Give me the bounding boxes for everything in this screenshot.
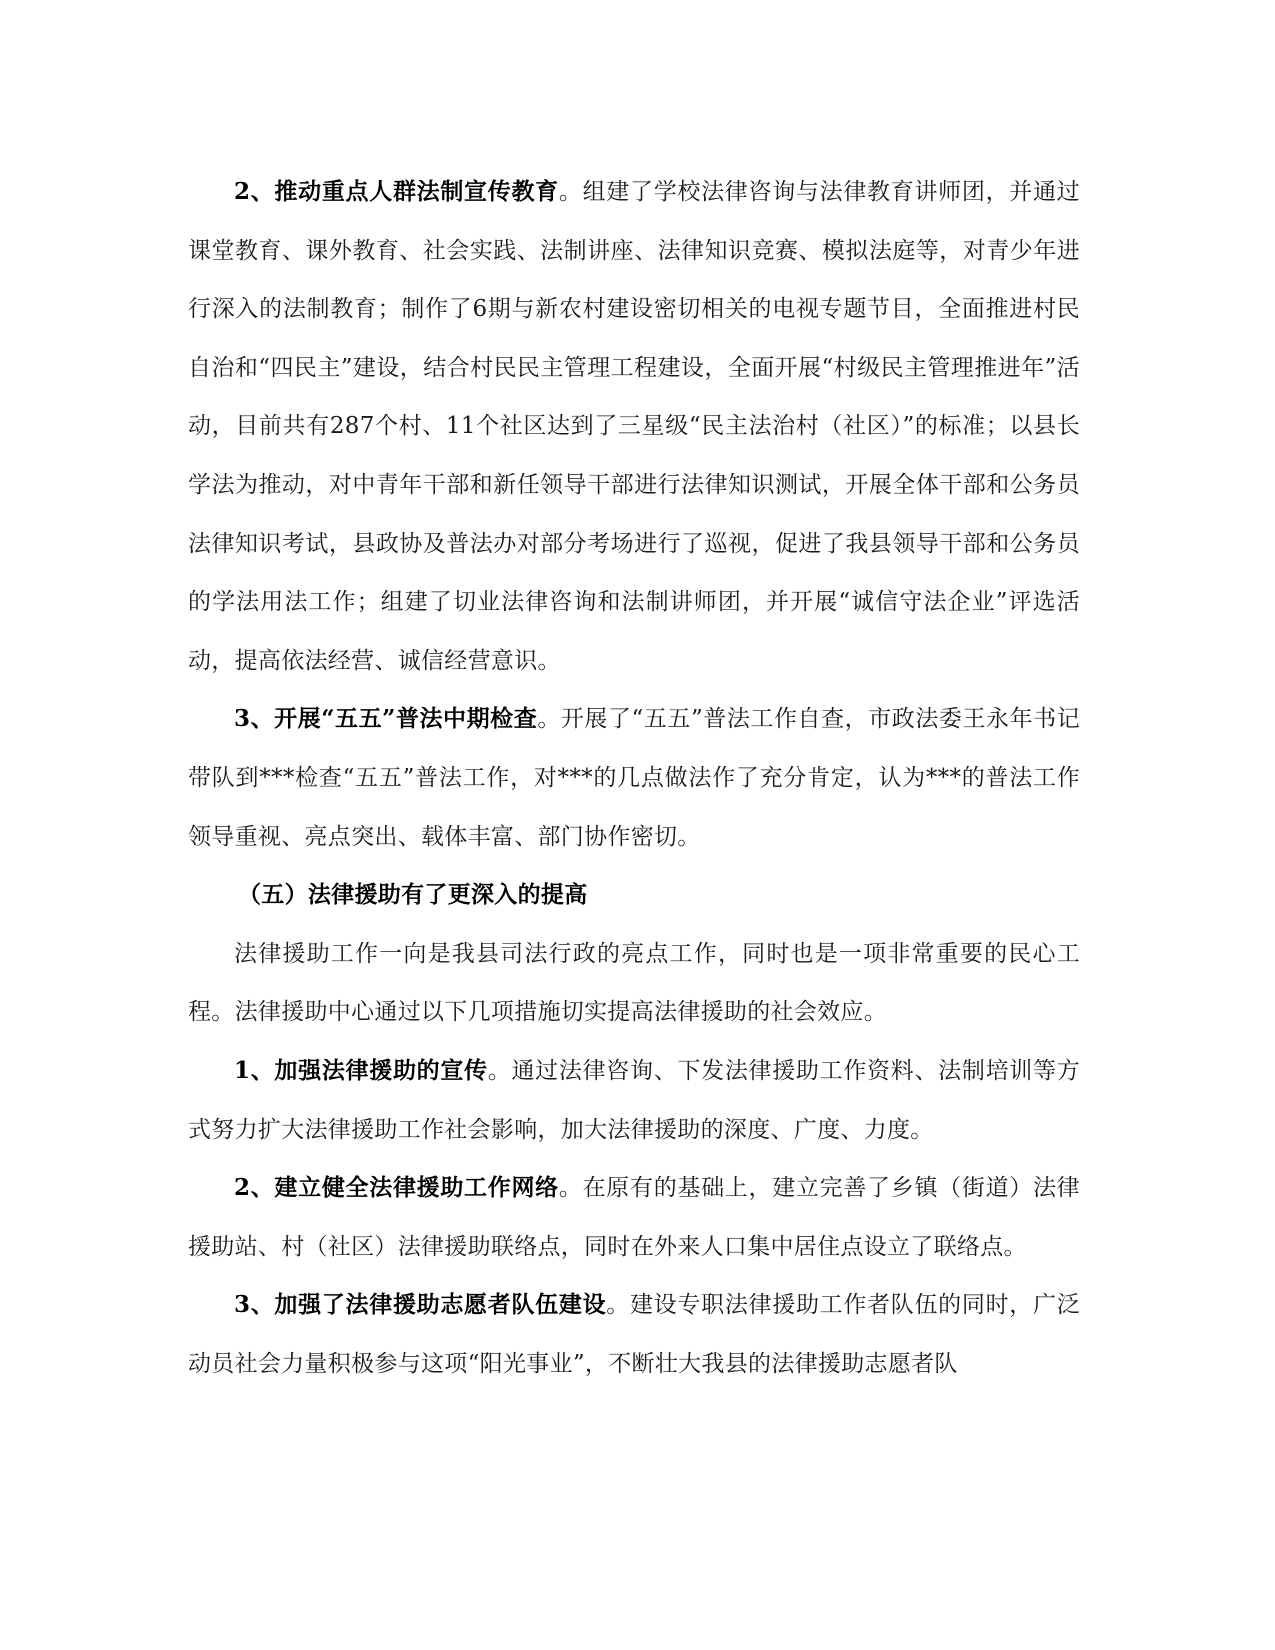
paragraph-text: 。组建了学校法律咨询与法律教育讲师团，并通过课堂教育、课外教育、社会实践、法制讲座、法律知识竞赛、模拟法庭等，对青少年进行深入的法制教育；制作了6期与新农村建设密切相关的电视专题节目，全面推进村民自治和“四民主”建设，结合村民民主管理工程建设，全面开展“村级民主管理推进年”活动，目前共有287个村、11个社区达到了三星级“民主法治村（社区）”的标准；以县长学法为推动，对中青年干部和新任领导干部进行法律知识测试，开展全体干部和公务员法律知识考试，县政协及普法办对部分考场进行了巡视，促进了我县领导干部和公务员的学法用法工作；组建了切业法律咨询和法制讲师团，并开展“诚信守法企业”评选活动，提高依法经营、诚信经营意识。 xyxy=(188,179,1080,674)
paragraph-lead: 3、加强了法律援助志愿者队伍建设 xyxy=(234,1291,607,1319)
section-heading-text: （五）法律援助有了更深入的提高 xyxy=(238,881,588,909)
paragraph-aid-publicity xyxy=(188,1042,1080,1159)
paragraph-publicity-education xyxy=(188,163,1080,690)
paragraph-aid-volunteers xyxy=(188,1276,1080,1393)
paragraph-lead: 1、加强法律援助的宣传 xyxy=(234,1056,488,1084)
paragraph-aid-network xyxy=(188,1159,1080,1276)
paragraph-lead: 2、推动重点人群法制宣传教育 xyxy=(234,178,559,205)
paragraph-text: 。建设专职法律援助工作者队伍的同时，广泛动员社会力量积极参与这项“阳光事业”，不断壮大我县的法律援助志愿者队 xyxy=(188,1292,1080,1377)
document-body xyxy=(188,163,1080,1393)
paragraph-lead: 3、开展“五五”普法中期检查 xyxy=(234,705,538,733)
section-heading-legal-aid xyxy=(188,866,1080,925)
paragraph-text: 。在原有的基础上，建立完善了乡镇（街道）法律援助站、村（社区）法律援助联络点，同时在外来人口集中居住点设立了联络点。 xyxy=(188,1175,1080,1260)
paragraph-midterm-inspection xyxy=(188,690,1080,866)
paragraph-text: 法律援助工作一向是我县司法行政的亮点工作，同时也是一项非常重要的民心工程。法律援助中心通过以下几项措施切实提高法律援助的社会效应。 xyxy=(188,940,1080,1026)
paragraph-text: 。通过法律咨询、下发法律援助工作资料、法制培训等方式努力扩大法律援助工作社会影响，加大法律援助的深度、广度、力度。 xyxy=(188,1057,1080,1143)
paragraph-text: 。开展了“五五”普法工作自查，市政法委王永年书记带队到***检查“五五”普法工作，对***的几点做法作了充分肯定，认为***的普法工作领导重视、亮点突出、载体丰富、部门协作密切。 xyxy=(188,706,1081,850)
paragraph-lead: 2、建立健全法律援助工作网络 xyxy=(234,1174,559,1202)
paragraph-legal-aid-intro xyxy=(188,925,1080,1042)
